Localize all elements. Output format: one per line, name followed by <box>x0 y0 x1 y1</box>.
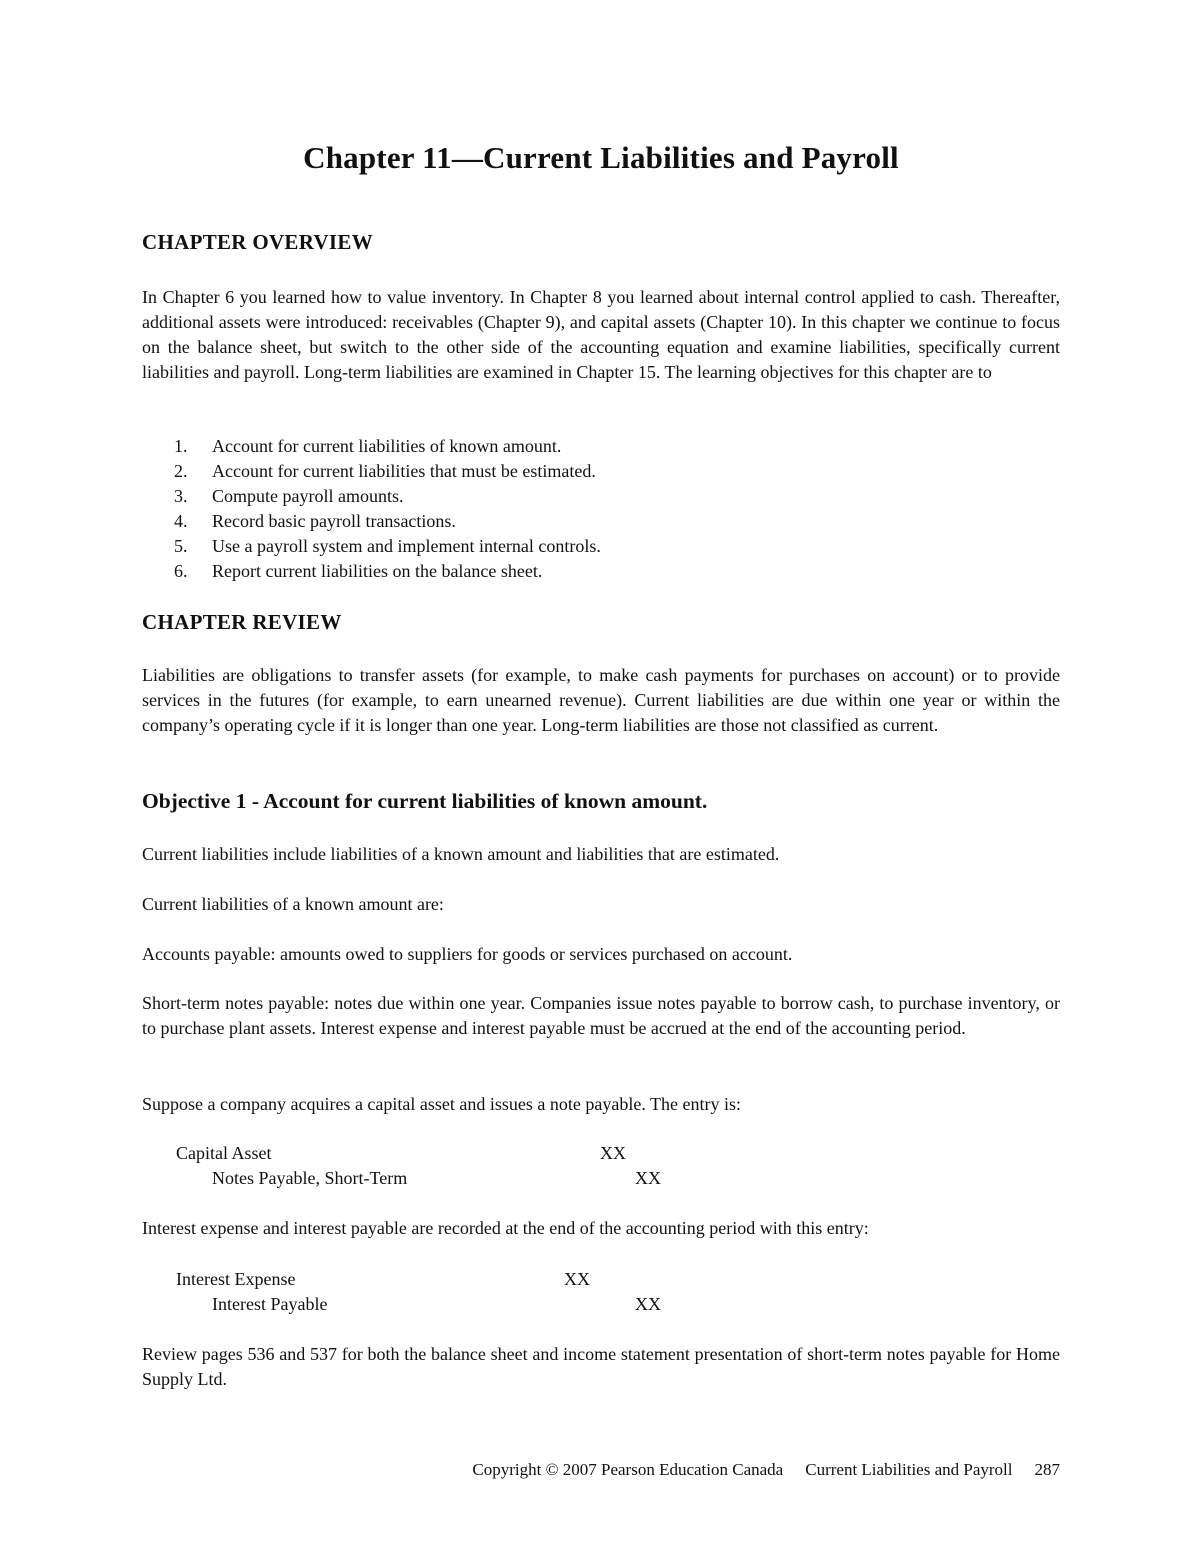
objective-number: 5. <box>174 536 188 556</box>
credit-account: Notes Payable, Short-Term <box>212 1168 408 1188</box>
debit-amount: XX <box>600 1143 626 1163</box>
learning-objectives-list <box>142 434 601 584</box>
objective-number: 6. <box>174 561 188 581</box>
review-paragraph: Liabilities are obligations to transfer assets (for example, to make cash payments for purchases on account) or to provide services in the futures (for example, to earn unearned revenue). Current liabilities are due within one year or within the company’s operating cycle if it is longer than one year. Long-term liabilities are those not classified as current. <box>142 665 1060 735</box>
review-pages-paragraph: Review pages 536 and 537 for both the balance sheet and income statement presentation of short-term notes payable for Home Supply Ltd. <box>142 1344 1060 1389</box>
debit-amount: XX <box>564 1269 590 1289</box>
objective-text: Compute payroll amounts. <box>212 486 404 506</box>
objective-number: 2. <box>174 461 188 481</box>
accounts-payable-paragraph: Accounts payable: amounts owed to suppliers for goods or services purchased on account. <box>142 944 793 964</box>
list-item <box>142 559 601 584</box>
overview-heading: CHAPTER OVERVIEW <box>142 230 374 254</box>
footer-copyright: Copyright © 2007 Pearson Education Canada <box>472 1460 784 1479</box>
credit-account: Interest Payable <box>212 1294 328 1314</box>
objective-1-heading: Objective 1 - Account for current liabilities of known amount. <box>142 789 708 813</box>
entry-intro-paragraph: Suppose a company acquires a capital asset and issues a note payable. The entry is: <box>142 1094 741 1114</box>
objective-text: Account for current liabilities that must be estimated. <box>212 461 596 481</box>
objective-1-paragraph: Current liabilities include liabilities of a known amount and liabilities that are estimated. <box>142 844 780 864</box>
objective-number: 4. <box>174 511 188 531</box>
page-footer <box>142 1460 1060 1480</box>
footer-section-title: Current Liabilities and Payroll <box>805 1460 1013 1479</box>
overview-paragraph: In Chapter 6 you learned how to value inventory. In Chapter 8 you learned about internal control applied to cash. Thereafter, additional assets were introduced: receivables (Chapter 9), and capital assets (Chapter 10). In this chapter we continue to focus on the balance sheet, but switch to the other side of the accounting equation and examine liabilities, specifically current liabilities and payroll. Long-term liabilities are examined in Chapter 15. The learning objectives for this chapter are to <box>142 287 1060 382</box>
objective-number: 3. <box>174 486 188 506</box>
notes-payable-paragraph: Short-term notes payable: notes due within one year. Companies issue notes payable to borrow cash, to purchase inventory, or to purchase plant assets. Interest expense and interest payable must be accrued at the end of the accounting period. <box>142 993 1060 1038</box>
list-item <box>142 459 601 484</box>
credit-amount: XX <box>635 1294 661 1314</box>
chapter-title: Chapter 11—Current Liabilities and Payroll <box>303 140 899 175</box>
debit-account: Capital Asset <box>176 1143 272 1163</box>
objective-number: 1. <box>174 436 188 456</box>
objective-text: Record basic payroll transactions. <box>212 511 456 531</box>
list-item <box>142 509 601 534</box>
objective-1-paragraph: Current liabilities of a known amount are: <box>142 894 444 914</box>
objective-text: Report current liabilities on the balance sheet. <box>212 561 543 581</box>
review-heading: CHAPTER REVIEW <box>142 610 342 634</box>
debit-account: Interest Expense <box>176 1269 296 1289</box>
list-item <box>142 534 601 559</box>
list-item <box>142 434 601 459</box>
credit-amount: XX <box>635 1168 661 1188</box>
interest-entry-intro-paragraph: Interest expense and interest payable are recorded at the end of the accounting period with this entry: <box>142 1218 869 1238</box>
objective-text: Use a payroll system and implement internal controls. <box>212 536 601 556</box>
list-item <box>142 484 601 509</box>
objective-text: Account for current liabilities of known amount. <box>212 436 562 456</box>
page-number: 287 <box>1034 1460 1060 1479</box>
